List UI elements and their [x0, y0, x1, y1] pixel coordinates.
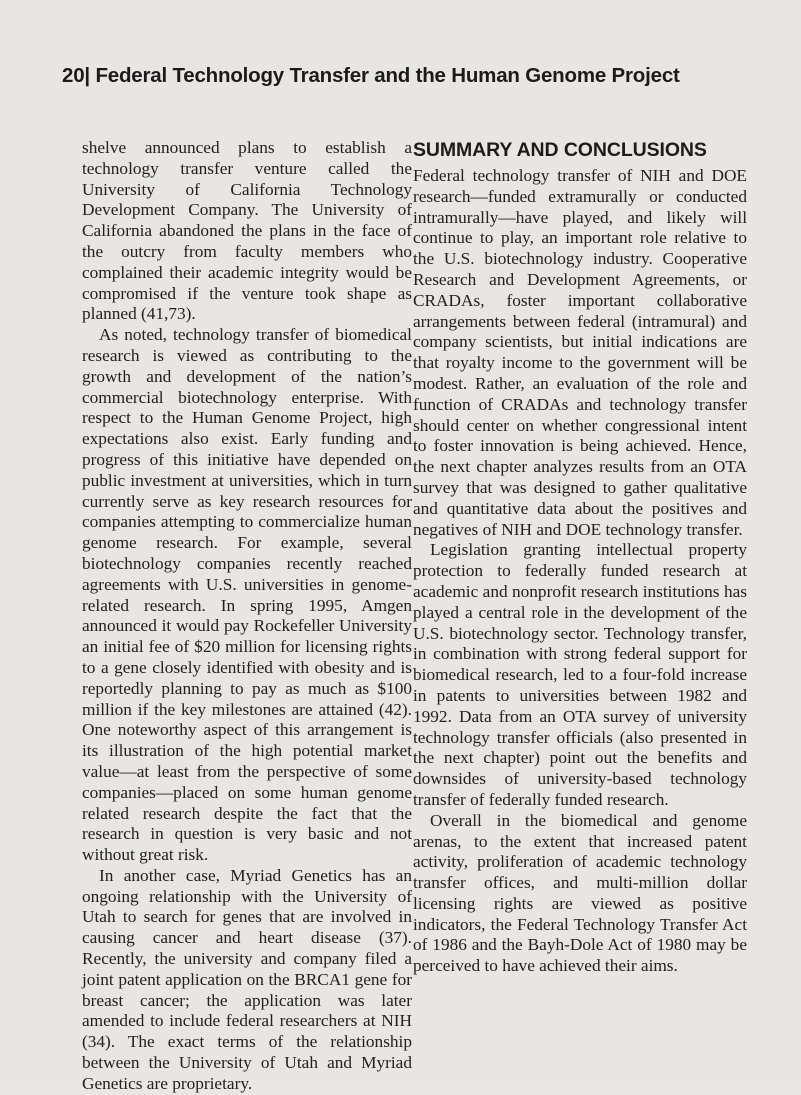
right-column — [413, 139, 747, 977]
left-paragraph-1: shelve announced plans to establish a technology transfer venture called the University of California Technology Development Company. The University of California abandoned the plans in the face of the outcry from faculty members who complained their academic integrity would be compromised if the venture took shape as planned (41,73). — [82, 138, 412, 324]
header-title: Federal Technology Transfer and the Human Genome Project — [95, 64, 680, 87]
right-paragraph-1: Federal technology transfer of NIH and DOE research—funded extramurally or conducted intramurally—have played, and likely will continue to play, an important role relative to the U.S. biotechnology industry. Cooperative Research and Development Agreements, or CRADAs, foster important collaborative arrangements between federal (intramural) and company scientists, but initial indications are that royalty income to the government will be modest. Rather, an evaluation of the role and function of CRADAs and technology transfer should center on whether congressional intent to foster innovation is being achieved. Hence, the next chapter analyzes results from an OTA survey that was designed to gather qualitative and quantitative data about the positives and negatives of NIH and DOE technology transfer. — [413, 166, 747, 539]
page-number: 20 — [62, 64, 85, 87]
left-paragraph-3: In another case, Myriad Genetics has an ongoing relationship with the University of Utah to search for genes that are involved in causing cancer and heart disease (37). Recently, the university and company filed a joint patent application on the BRCA1 gene for breast cancer; the application was later amended to include federal researchers at NIH (34). The exact terms of the relationship between the University of Utah and Myriad Genetics are proprietary. — [82, 865, 412, 1093]
running-header — [62, 64, 680, 88]
right-paragraph-2: Legislation granting intellectual property protection to federally funded research at academic and nonprofit research institutions has played a central role in the development of the U.S. biotechnology sector. Technology transfer, in combination with strong federal support for biomedical research, led to a four-fold increase in patents to universities between 1982 and 1992. Data from an OTA survey of university technology transfer officials (also presented in the next chapter) point out the benefits and downsides of university-based technology transfer of federally funded research. — [413, 540, 747, 809]
section-heading: SUMMARY AND CONCLUSIONS — [413, 139, 707, 161]
right-paragraph-3: Overall in the biomedical and genome arenas, to the extent that increased patent activity, proliferation of academic technology transfer offices, and multi-million dollar licensing rights are viewed as positive indicators, the Federal Technology Transfer Act of 1986 and the Bayh-Dole Act of 1980 may be perceived to have achieved their aims. — [413, 810, 747, 976]
left-column — [82, 138, 412, 1095]
header-separator: | — [84, 64, 90, 87]
left-paragraph-2: As noted, technology transfer of biomedical research is viewed as contributing to the growth and development of the nation’s commercial biotechnology enterprise. With respect to the Human Genome Project, high expectations also exist. Early funding and progress of this initiative have depended on public investment at universities, which in turn currently serve as key research resources for companies attempting to commercialize human genome research. For example, several biotechnology companies recently reached agreements with U.S. universities in genome-related research. In spring 1995, Amgen announced it would pay Rockefeller University an initial fee of $20 million for licensing rights to a gene closely identified with obesity and is reportedly planning to pay as much as $100 million if the key milestones are attained (42). One noteworthy aspect of this arrangement is its illustration of the high potential market value—at least from the perspective of some companies—placed on some human genome related research despite the fact that the research in question is very basic and not without great risk. — [82, 325, 412, 865]
